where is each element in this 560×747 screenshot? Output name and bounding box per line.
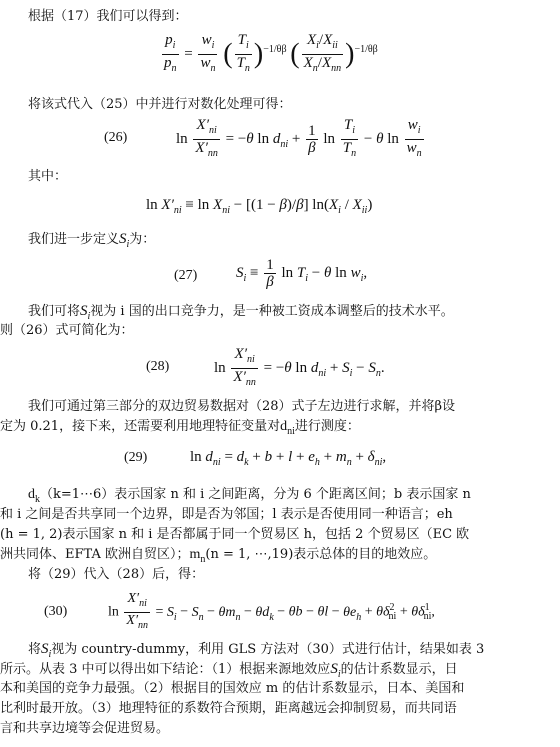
paragraph-text: 本和美国的竞争力最强。（2）根据目的国效应 m 的估计系数显示，日本、美国和 bbox=[0, 681, 465, 696]
text-line bbox=[0, 8, 560, 26]
text-line bbox=[0, 398, 560, 416]
text-line bbox=[0, 526, 560, 544]
paragraph-text: 我们进一步定义 bbox=[28, 232, 120, 247]
text-line bbox=[0, 96, 560, 114]
paragraph-text: 洲共同体、EFTA 欧洲自贸区）； bbox=[0, 547, 190, 562]
paragraph-text: 我们可将 bbox=[28, 304, 81, 319]
paragraph-text: 所示。从表 3 中可以得出如下结论：（1）根据来源地效应 bbox=[0, 662, 331, 677]
equation-27: $S_i$ ≡ $\frac{1}{\beta}$ $\ln T_i - \theta$ $\ln w_i$, bbox=[236, 257, 368, 290]
text-line bbox=[0, 720, 560, 738]
text-line: 洲共同体、EFTA 欧洲自贸区）；$m_n(n = 1$, ⋯,19)表示总体的目的地效应。 bbox=[0, 547, 437, 565]
paragraph-text: 定为 0.21，接下来，还需要利用地理特征变量对 bbox=[0, 419, 281, 434]
text-line: 将$S_i$视为 country-dummy，利用 GLS 方法对（30）式进行估计，结果如表 3 bbox=[0, 640, 560, 664]
equation-number: (29) bbox=[124, 450, 148, 465]
text-line bbox=[0, 680, 560, 698]
equation-number: (30) bbox=[44, 604, 68, 619]
equation-28: ln $\frac{X'_{ni}}{X'_{nn}}$ = −θ $\ln d_{ni} + S_i - S_n$. bbox=[214, 346, 385, 388]
equation-30: ln $\frac{X'_{ni}}{X'_{nn}}$ = $S_i - S_n - \theta m_n - \theta d_k - \theta b - \theta l - \theta e_h + \theta\delta^2_{ni} + \theta\delta^1_{ni}$, bbox=[108, 591, 435, 631]
equation-number: (27) bbox=[174, 268, 198, 283]
text-line: 所示。从表 3 中可以得出如下结论：（1）根据来源地效应$S_i$的估计系数显示，日 bbox=[0, 661, 458, 680]
paragraph-text: 将 bbox=[28, 642, 42, 657]
text-line bbox=[0, 168, 560, 186]
paragraph-text: 则（26）式可简化为： bbox=[0, 323, 134, 338]
paragraph-text: 和 i 之间是否共享同一个边界，即是否为邻国；l 表示是否使用同一种语言；eh bbox=[0, 507, 453, 522]
equation-number: (26) bbox=[104, 130, 128, 145]
paragraph-text: （k=1⋯6）表示国家 n 和 i 之间距离，分为 6 个距离区间；b 表示国家 n bbox=[40, 487, 471, 502]
paragraph-text: (n = 1, ⋯,19)表示总体的目的地效应。 bbox=[205, 547, 437, 562]
paragraph-text: 将（29）代入（28）后，得： bbox=[28, 567, 205, 582]
text-line bbox=[0, 506, 560, 524]
equation-number: (28) bbox=[146, 359, 170, 374]
equation-xprime: $\ln X'_{ni} \equiv \ln X_{ni} - [(1 - \beta)/\beta]$ $\ln(X_i / X_{ii})$ bbox=[146, 197, 373, 216]
text-line: 我们进一步定义$S_i$为： bbox=[0, 230, 560, 254]
paragraph-text: 言和共享边境等会促进贸易。 bbox=[0, 721, 170, 736]
paragraph-text: 比利时最开放。（3）地理特征的系数符合预期，距离越远会抑制贸易，而共同语 bbox=[0, 701, 457, 716]
paragraph-text: 其中： bbox=[28, 169, 68, 184]
text-line bbox=[0, 700, 560, 718]
equation-26: ln $\frac{X'_{ni}}{X'_{nn}}$ = −θ $\ln d_{ni}$ + $\frac{1}{\beta}$ ln $\frac{T_i}{T_n}$ − θ ln $\frac{w_i}{w_n}$ bbox=[176, 117, 422, 159]
paragraph-text: 为： bbox=[129, 232, 156, 247]
equation-price-ratio: $\frac{p_i}{p_n}$ = $\frac{w_i}{w_n}$ ( $\frac{T_i}{T_n}$ )$^{-1/\theta\beta}$ ( $\frac{X_i/X_{ii}}{X_n/X_{nn}}$ )$^{-1/\theta\beta}$ bbox=[164, 32, 378, 74]
text-line bbox=[0, 566, 560, 584]
paragraph-text: 的估计系数显示，日 bbox=[340, 662, 458, 677]
paragraph-text: 视为 country-dummy，利用 GLS 方法对（30）式进行估计，结果如表 3 bbox=[51, 642, 485, 657]
paragraph-text: 将该式代入（25）中并进行对数化处理可得： bbox=[28, 97, 292, 112]
equation-29: $\ln d_{ni} = d_k + b + l + e_h + m_n + \delta_{ni}$, bbox=[190, 449, 387, 468]
text-line: 我们可将$S_i$视为 i 国的出口竞争力，是一种被工资成本调整后的技术水平。 bbox=[0, 302, 560, 326]
paragraph-text: 根据（17）我们可以得到： bbox=[28, 9, 188, 24]
paragraph-text: (h = 1, 2)表示国家 n 和 i 是否都属于同一个贸易区 h，包括 2 个贸易区（EC 欧 bbox=[0, 527, 470, 542]
text-line: 定为 0.21，接下来，还需要利用地理特征变量对$d_{ni}$进行测度： bbox=[0, 419, 360, 437]
paragraph-text: 视为 i 国的出口竞争力，是一种被工资成本调整后的技术水平。 bbox=[90, 304, 454, 319]
paragraph-text: 我们可通过第三部分的双边贸易数据对（28）式子左边进行求解，并将β设 bbox=[28, 399, 456, 414]
paragraph-text: 进行测度： bbox=[294, 419, 360, 434]
text-line: $d_k(k=1\cdots 6)$表示国家 n 和 i 之间距离，分为 6 个距离区间；b 表示国家 n bbox=[28, 487, 471, 505]
text-line bbox=[0, 322, 560, 340]
